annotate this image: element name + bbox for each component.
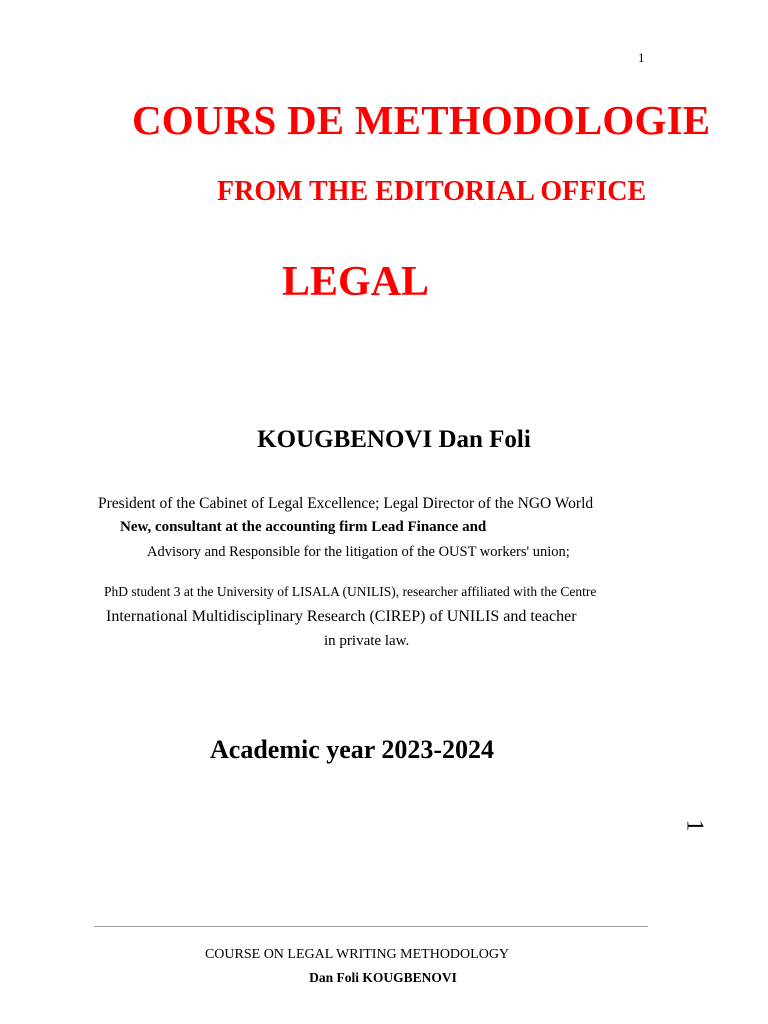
page-number-top: 1 [638, 50, 645, 65]
document-subtitle: FROM THE EDITORIAL OFFICE [217, 176, 647, 207]
author-phd-line: PhD student 3 at the University of LISALA (UNILIS), researcher affiliated with the Centre [104, 584, 597, 599]
footer-divider [94, 926, 648, 927]
author-name: KOUGBENOVI Dan Foli [257, 426, 531, 453]
document-subtitle-legal: LEGAL [282, 259, 430, 305]
academic-year: Academic year 2023-2024 [210, 735, 495, 764]
footer-author: Dan Foli KOUGBENOVI [309, 970, 457, 985]
author-phd-line: International Multidisciplinary Research (CIREP) of UNILIS and teacher [106, 608, 577, 625]
footer-course-title: COURSE ON LEGAL WRITING METHODOLOGY [204, 947, 510, 962]
author-bio-line: President of the Cabinet of Legal Excellence; Legal Director of the NGO World [98, 495, 594, 512]
author-bio-line: New, consultant at the accounting firm Lead Finance and [120, 519, 487, 535]
side-page-number: 1 [681, 819, 708, 832]
author-bio-line: Advisory and Responsible for the litigation of the OUST workers' union; [147, 544, 570, 560]
document-title: COURS DE METHODOLOGIE [132, 97, 711, 143]
author-phd-line: in private law. [324, 633, 410, 649]
